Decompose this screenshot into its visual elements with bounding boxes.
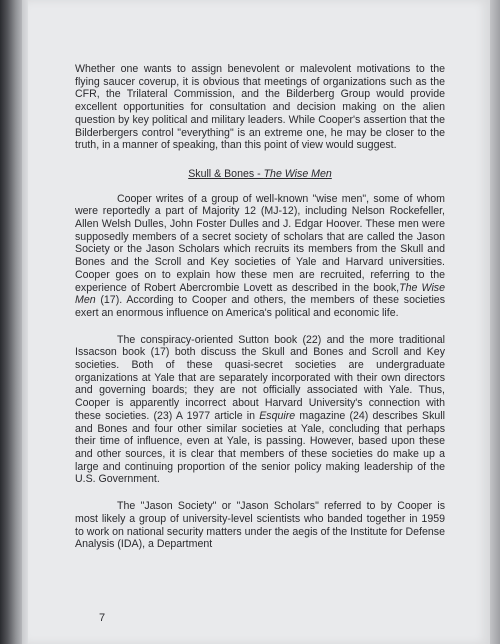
magazine-title: Esquire <box>259 409 296 422</box>
paragraph-3-start: The conspiracy-oriented Sutton book (22) and the more traditional Issacson book (17) both discuss the Skull and Bones and Scroll and Key societies. Both of these quasi-secret societies are undergraduate organizations at Yale that are separately incorporated with their own directors and governing boards; they are not officially associated with Yale. Thus, Cooper is apparently incorrect about Harvard University's connection with these societies. (23) A 1977 article in <box>75 333 445 422</box>
paragraph-2 <box>75 193 445 320</box>
paragraph-2-start: Cooper writes of a group of well-known "wise men", some of whom were reportedly a part of Majority 12 (MJ-12), including Nelson Rockefeller, Allen Welsh Dulles, John Foster Dulles and J. Edgar Hoover. These men were supposedly members of a secret society of scholars that are called the Jason Society or the Jason Scholars which recruits its members from the Skull and Bones and the Scroll and Key societies of Yale and Harvard universities. Cooper goes on to explain how these men are recruited, referring to the experience of Robert Abercrombie Lovett as described in the book, <box>75 192 445 294</box>
page-edge-shadow <box>490 0 500 644</box>
paragraph-2-end: (17). According to Cooper and others, the members of these societies exert an enormous influence on America's political and economic life. <box>75 294 445 319</box>
paragraph-4: The "Jason Society" or "Jason Scholars" referred to by Cooper is most likely a group of university-level scientists who banded together in 1959 to work on national security matters under the aegis of the Institute for Defense Analysis (IDA), a Department <box>75 500 445 551</box>
section-heading-text: Skull & Bones - <box>188 167 264 180</box>
section-heading-italic: The Wise Men <box>263 167 332 180</box>
paragraph-3-end: magazine (24) describes Skull and Bones and four other similar societies at Yale, concluding that perhaps their time of influence, even at Yale, is passing. However, based upon these and other sources, it is clear that members of these societies do make up a large and continuing proportion of the senior policy making leadership of the U.S. Government. <box>75 409 445 486</box>
section-heading <box>75 168 445 181</box>
book-binding <box>0 0 22 644</box>
page-number: 7 <box>99 612 106 624</box>
paragraph-3 <box>75 334 445 486</box>
paragraph-1: Whether one wants to assign benevolent or malevolent motivations to the flying saucer coverup, it is obvious that meetings of organizations such as the CFR, the Trilateral Commission, and the Bilderberg Group would provide excellent opportunities for consultation and decision making on the alien question by key political and military leaders. While Cooper's assertion that the Bilderbergers control "everything" is an extreme one, he may be closer to the truth, in a manner of speaking, than this point of view would suggest. <box>75 63 445 152</box>
document-body <box>75 63 445 551</box>
book-title: The Wise Men <box>75 281 445 307</box>
